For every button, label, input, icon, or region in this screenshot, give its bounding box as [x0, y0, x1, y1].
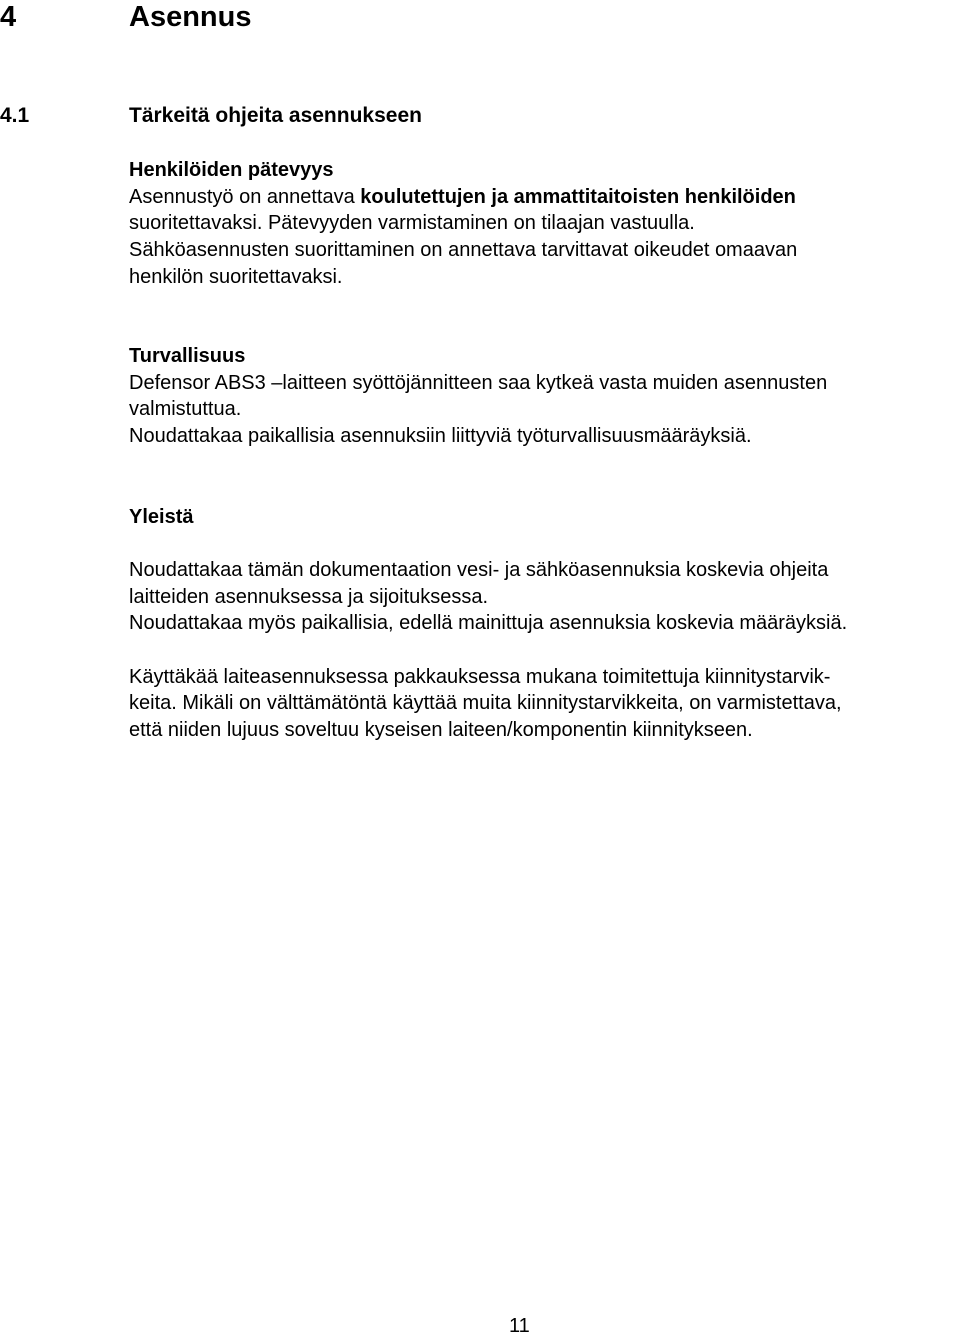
general-line-2: laitteiden asennuksessa ja sijoituksessa. [129, 586, 489, 608]
section-number: 4.1 [0, 104, 30, 127]
competence-line-3: Sähköasennusten suorittaminen on annettava tarvittavat oikeudet omaavan [129, 239, 798, 261]
general-line-5: keita. Mikäli on välttämätöntä käyttää muita kiinnitystarvikkeita, on varmistettava, [129, 692, 842, 714]
general-line-3: Noudattakaa myös paikallisia, edellä mainittuja asennuksia koskevia määräyksiä. [129, 612, 848, 634]
page-number: 11 [509, 1315, 530, 1337]
chapter-number: 4 [0, 1, 17, 33]
competence-line-1-text: Asennustyö on annettava [129, 186, 361, 208]
competence-line-1 [129, 184, 796, 210]
chapter-title: Asennus [129, 1, 252, 33]
general-line-4: Käyttäkää laiteasennuksessa pakkauksessa mukana toimitettuja kiinnitystarvik- [129, 666, 831, 688]
safety-heading: Turvallisuus [129, 345, 246, 367]
safety-line-3: Noudattakaa paikallisia asennuksiin liittyviä työturvallisuusmääräyksiä. [129, 425, 752, 447]
competence-heading: Henkilöiden pätevyys [129, 159, 334, 181]
competence-line-1-emphasis: koulutettujen ja ammattitaitoisten henkilöiden [360, 186, 796, 208]
section-title: Tärkeitä ohjeita asennukseen [129, 104, 422, 127]
general-heading: Yleistä [129, 506, 194, 528]
safety-line-2: valmistuttua. [129, 398, 242, 420]
competence-line-2: suoritettavaksi. Pätevyyden varmistaminen on tilaajan vastuulla. [129, 212, 695, 234]
general-line-1: Noudattakaa tämän dokumentaation vesi- ja sähköasennuksia koskevia ohjeita [129, 559, 829, 581]
general-line-6: että niiden lujuus soveltuu kyseisen laiteen/komponentin kiinnitykseen. [129, 719, 753, 741]
safety-line-1: Defensor ABS3 –laitteen syöttöjännitteen saa kytkeä vasta muiden asennusten [129, 372, 828, 394]
competence-line-4: henkilön suoritettavaksi. [129, 266, 343, 288]
